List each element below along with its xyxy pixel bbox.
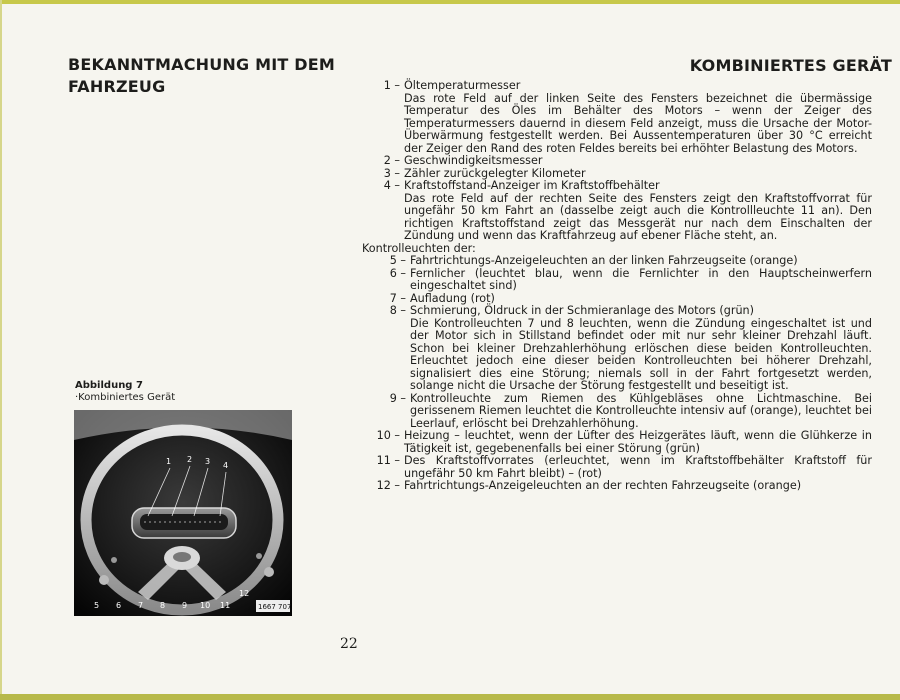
figure-number: Abbildung 7: [75, 380, 143, 391]
list-item: [360, 155, 872, 168]
knob: [264, 567, 274, 577]
list-item: [360, 393, 872, 431]
item-number: 5 –: [389, 254, 406, 267]
page-number: 22: [340, 636, 358, 652]
item-number: 11 –: [376, 454, 400, 467]
dashboard-photo: [74, 410, 292, 616]
item-label: Kraftstoffstand-Anzeiger im Kraftstoffbehälter: [404, 179, 660, 192]
scale-number: 9: [182, 601, 188, 610]
bottom-border: [0, 694, 900, 700]
horn-button: [173, 552, 191, 562]
item-label: Fernlicher (leuchtet blau, wenn die Fernlichter in den Hauptscheinwerfern eingeschaltet sind): [410, 266, 872, 292]
right-section-title: KOMBINIERTES GERÄT: [689, 56, 892, 75]
item-description: Das rote Feld auf der rechten Seite des Fensters zeigt den Kraftstoffvorrat für ungefähr 50 km Fahrt an (dasselbe zeigt auch die Kontrollleuchte 11 an). Den richtigen Kraftstoffstand zeigt das Messgerät nur nach dem Einschalten der Zündung und wenn das Kraftfahrzeug auf ebener Fläche steht, an.: [404, 191, 872, 242]
scale-number: 6: [116, 601, 122, 610]
item-label: Geschwindigkeitsmesser: [404, 154, 543, 167]
item-number: 7 –: [389, 291, 406, 305]
knob: [99, 575, 109, 585]
item-label: Heizung – leuchtet, wenn der Lüfter des Heizgerätes läuft, wenn die Glühkerze in Tätigkeit ist, gegebenenfalls bei einer Störung (grün): [404, 429, 872, 455]
callout-number: 3: [205, 457, 211, 466]
figure-caption-text: ·Kombiniertes Gerät: [75, 392, 176, 403]
item-number: 9 –: [389, 391, 406, 405]
scale-number: 11: [220, 601, 231, 610]
item-number: 10 –: [376, 429, 400, 442]
item-number: 1 –: [383, 79, 400, 92]
knob: [111, 557, 117, 563]
list-item: [360, 305, 872, 393]
dashboard-illustration: [74, 410, 292, 616]
scale-number: 7: [138, 601, 144, 610]
item-number: 12 –: [376, 479, 400, 492]
scale-number: 8: [160, 601, 166, 610]
list-item: [360, 255, 872, 268]
list-item: [360, 430, 872, 455]
item-number: 8 –: [389, 304, 406, 317]
item-number: 6 –: [389, 266, 406, 280]
item-label: Kontrolleuchte zum Riemen des Kühlgebläses ohne Lichtmaschine. Bei gerissenem Riemen leuchtet die Kontrolleuchte intensiv auf (orange), leuchtet bei Leerlauf, erlöscht bei Drehzahlerhöhung.: [410, 391, 872, 430]
list-item: [360, 80, 872, 155]
item-number: 4 –: [383, 179, 400, 192]
left-section-title: BEKANNTMACHUNG MIT DEM FAHRZEUG: [68, 55, 336, 96]
scale-number: 12: [239, 589, 250, 598]
callout-number: 4: [223, 461, 229, 470]
item-label: Fahrtrichtungs-Anzeigeleuchten an der rechten Fahrzeugseite (orange): [404, 479, 802, 492]
item-label: Fahrtrichtungs-Anzeigeleuchten an der linken Fahrzeugseite (orange): [410, 254, 798, 267]
item-number: 3 –: [383, 166, 400, 180]
instrument-list: [360, 80, 872, 493]
item-description: Die Kontrolleuchten 7 und 8 leuchten, wenn die Zündung eingeschaltet ist und der Motor sich in Stillstand befindet oder mit nur sehr kleiner Drehzahl läuft. Schon bei kleiner Drehzahlerhöhung erlöschen diese beiden Kontrolleuchten. Erleuchtet jedoch eine dieser beiden Kontrolleuchten bei höherer Drehzahl, signalisiert dies eine Störung; niemals soll in der Fahrt fortgesetzt werden, solange nicht die Ursache der Störung festgestellt und beseitigt ist.: [410, 316, 872, 392]
figure-caption: [75, 380, 285, 404]
item-label: Schmierung, Öldruck in der Schmieranlage des Motors (grün): [410, 304, 754, 317]
callout-number: 1: [166, 457, 172, 466]
item-label: Öltemperaturmesser: [404, 79, 521, 92]
section-heading: Kontrolleuchten der:: [362, 241, 476, 255]
scale-number: 5: [94, 601, 100, 610]
item-label: Des Kraftstoffvorrates (erleuchtet, wenn im Kraftstoffbehälter Kraftstoff für ungefähr 50 km Fahrt bleibt) – (rot): [404, 454, 872, 480]
list-item: [360, 455, 872, 480]
item-label: Zähler zurückgelegter Kilometer: [404, 166, 586, 180]
corner-label: 1667 707: [258, 603, 292, 611]
list-item: [360, 268, 872, 293]
list-item: [360, 180, 872, 243]
knob: [256, 553, 262, 559]
item-label: Aufladung (rot): [410, 291, 495, 305]
callout-number: 2: [187, 455, 193, 464]
item-number: 2 –: [383, 154, 400, 167]
item-description: Das rote Feld auf der linken Seite des Fensters bezeichnet die übermässige Temperatur des Öles im Behälter des Motors – wenn der Zeiger des Temperaturmessers dauernd in diesem Feld anzeigt, muss die Ursache der Motor-Überwärmung festgestellt werden. Bei Aussentemperaturen über 30 °C erreicht der Zeiger den Rand des roten Feldes bereits bei erhöhter Belastung des Motors.: [404, 91, 872, 155]
scale-number: 10: [200, 601, 211, 610]
list-item: [360, 480, 872, 493]
top-border: [0, 0, 900, 4]
left-border: [0, 0, 2, 700]
